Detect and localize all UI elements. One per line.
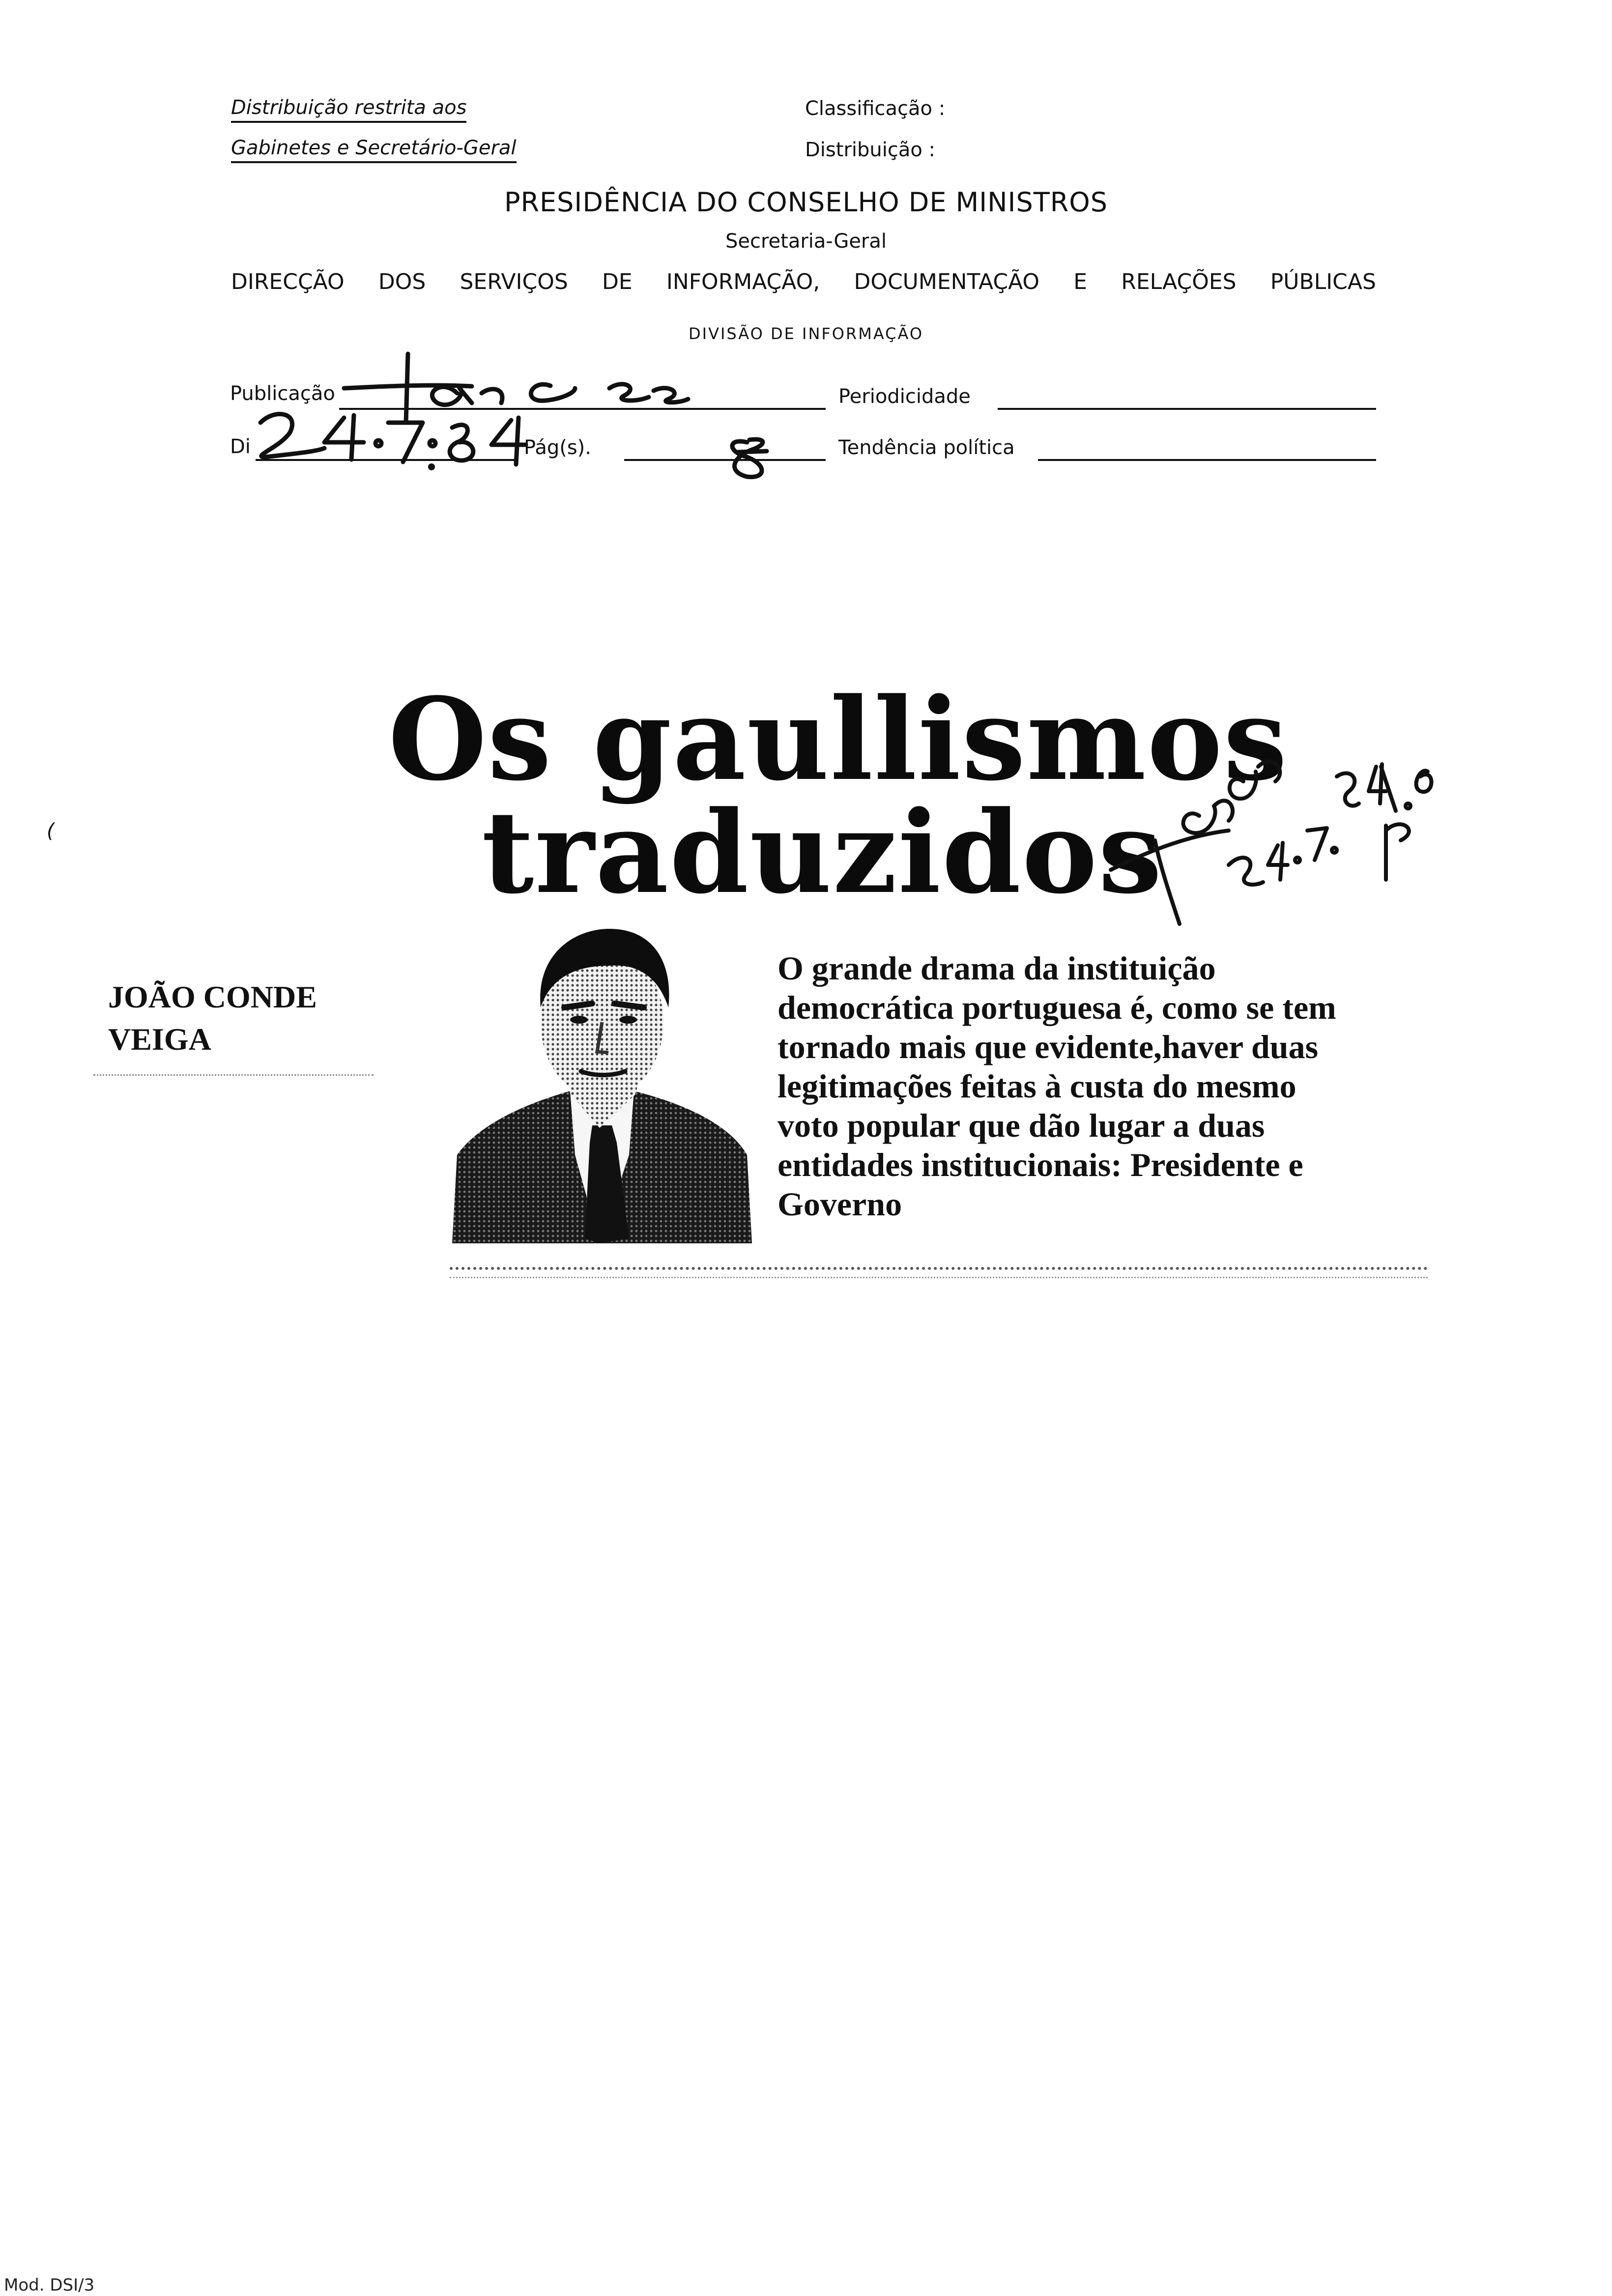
lead-line: O grande drama da instituição [777, 949, 1216, 987]
lead-line: Governo [777, 1185, 902, 1223]
lead-line: voto popular que dão lugar a duas [777, 1107, 1265, 1144]
distribuicao-label: Distribuição : [805, 139, 936, 161]
direccao-word: E [1073, 269, 1088, 294]
direccao-word: DOS [378, 269, 426, 294]
direccao-word: DOCUMENTAÇÃO [854, 269, 1040, 294]
handwritten-annotation [1081, 718, 1435, 929]
data-label: Di [230, 435, 251, 458]
distribution-recipients: Gabinetes e Secretário-Geral [231, 137, 517, 163]
distribution-restricted: Distribuição restrita aos [231, 96, 466, 123]
direccao-word: INFORMAÇÃO, [666, 269, 820, 294]
tendencia-label: Tendência política [838, 436, 1015, 459]
headline-line1: Os gaullismos [388, 673, 1288, 806]
direccao-word: RELAÇÕES [1121, 269, 1237, 294]
byline-rule [93, 1074, 374, 1076]
lead-line: legitimações feitas à custa do mesmo [777, 1067, 1296, 1105]
clipping-edge [450, 1267, 1428, 1278]
lead-line: tornado mais que evidente,haver duas [777, 1028, 1319, 1065]
author-name-line1: JOÃO CONDE [108, 979, 317, 1014]
direccao-word: SERVIÇOS [460, 269, 568, 294]
direccao-word: DE [602, 269, 633, 294]
secretaria-geral: Secretaria-Geral [725, 230, 887, 253]
lead-line: entidades institucionais: Presidente e [777, 1146, 1303, 1183]
paginas-label: Pág(s). [524, 436, 591, 459]
lead-line: democrática portuguesa é, como se tem [777, 989, 1336, 1026]
author-name-line2: VEIGA [108, 1022, 211, 1057]
scan-mark: ( [47, 820, 55, 842]
handwritten-form-entries [0, 0, 1612, 491]
author-photo [452, 924, 757, 1243]
form-code: Mod. DSI/3 [4, 2275, 95, 2295]
lead-paragraph [777, 948, 1336, 1224]
ink-dot [428, 463, 435, 470]
direccao-word: DIRECÇÃO [231, 269, 345, 294]
classificacao-label: Classificação : [805, 97, 946, 120]
divisao-informacao: DIVISÃO DE INFORMAÇÃO [688, 324, 924, 343]
publicacao-label: Publicação [230, 382, 335, 405]
direccao-word: PÚBLICAS [1270, 269, 1376, 294]
periodicidade-label: Periodicidade [838, 385, 971, 408]
ministry-title: PRESIDÊNCIA DO CONSELHO DE MINISTROS [504, 187, 1108, 218]
headline-line2: traduzidos [482, 786, 1163, 919]
